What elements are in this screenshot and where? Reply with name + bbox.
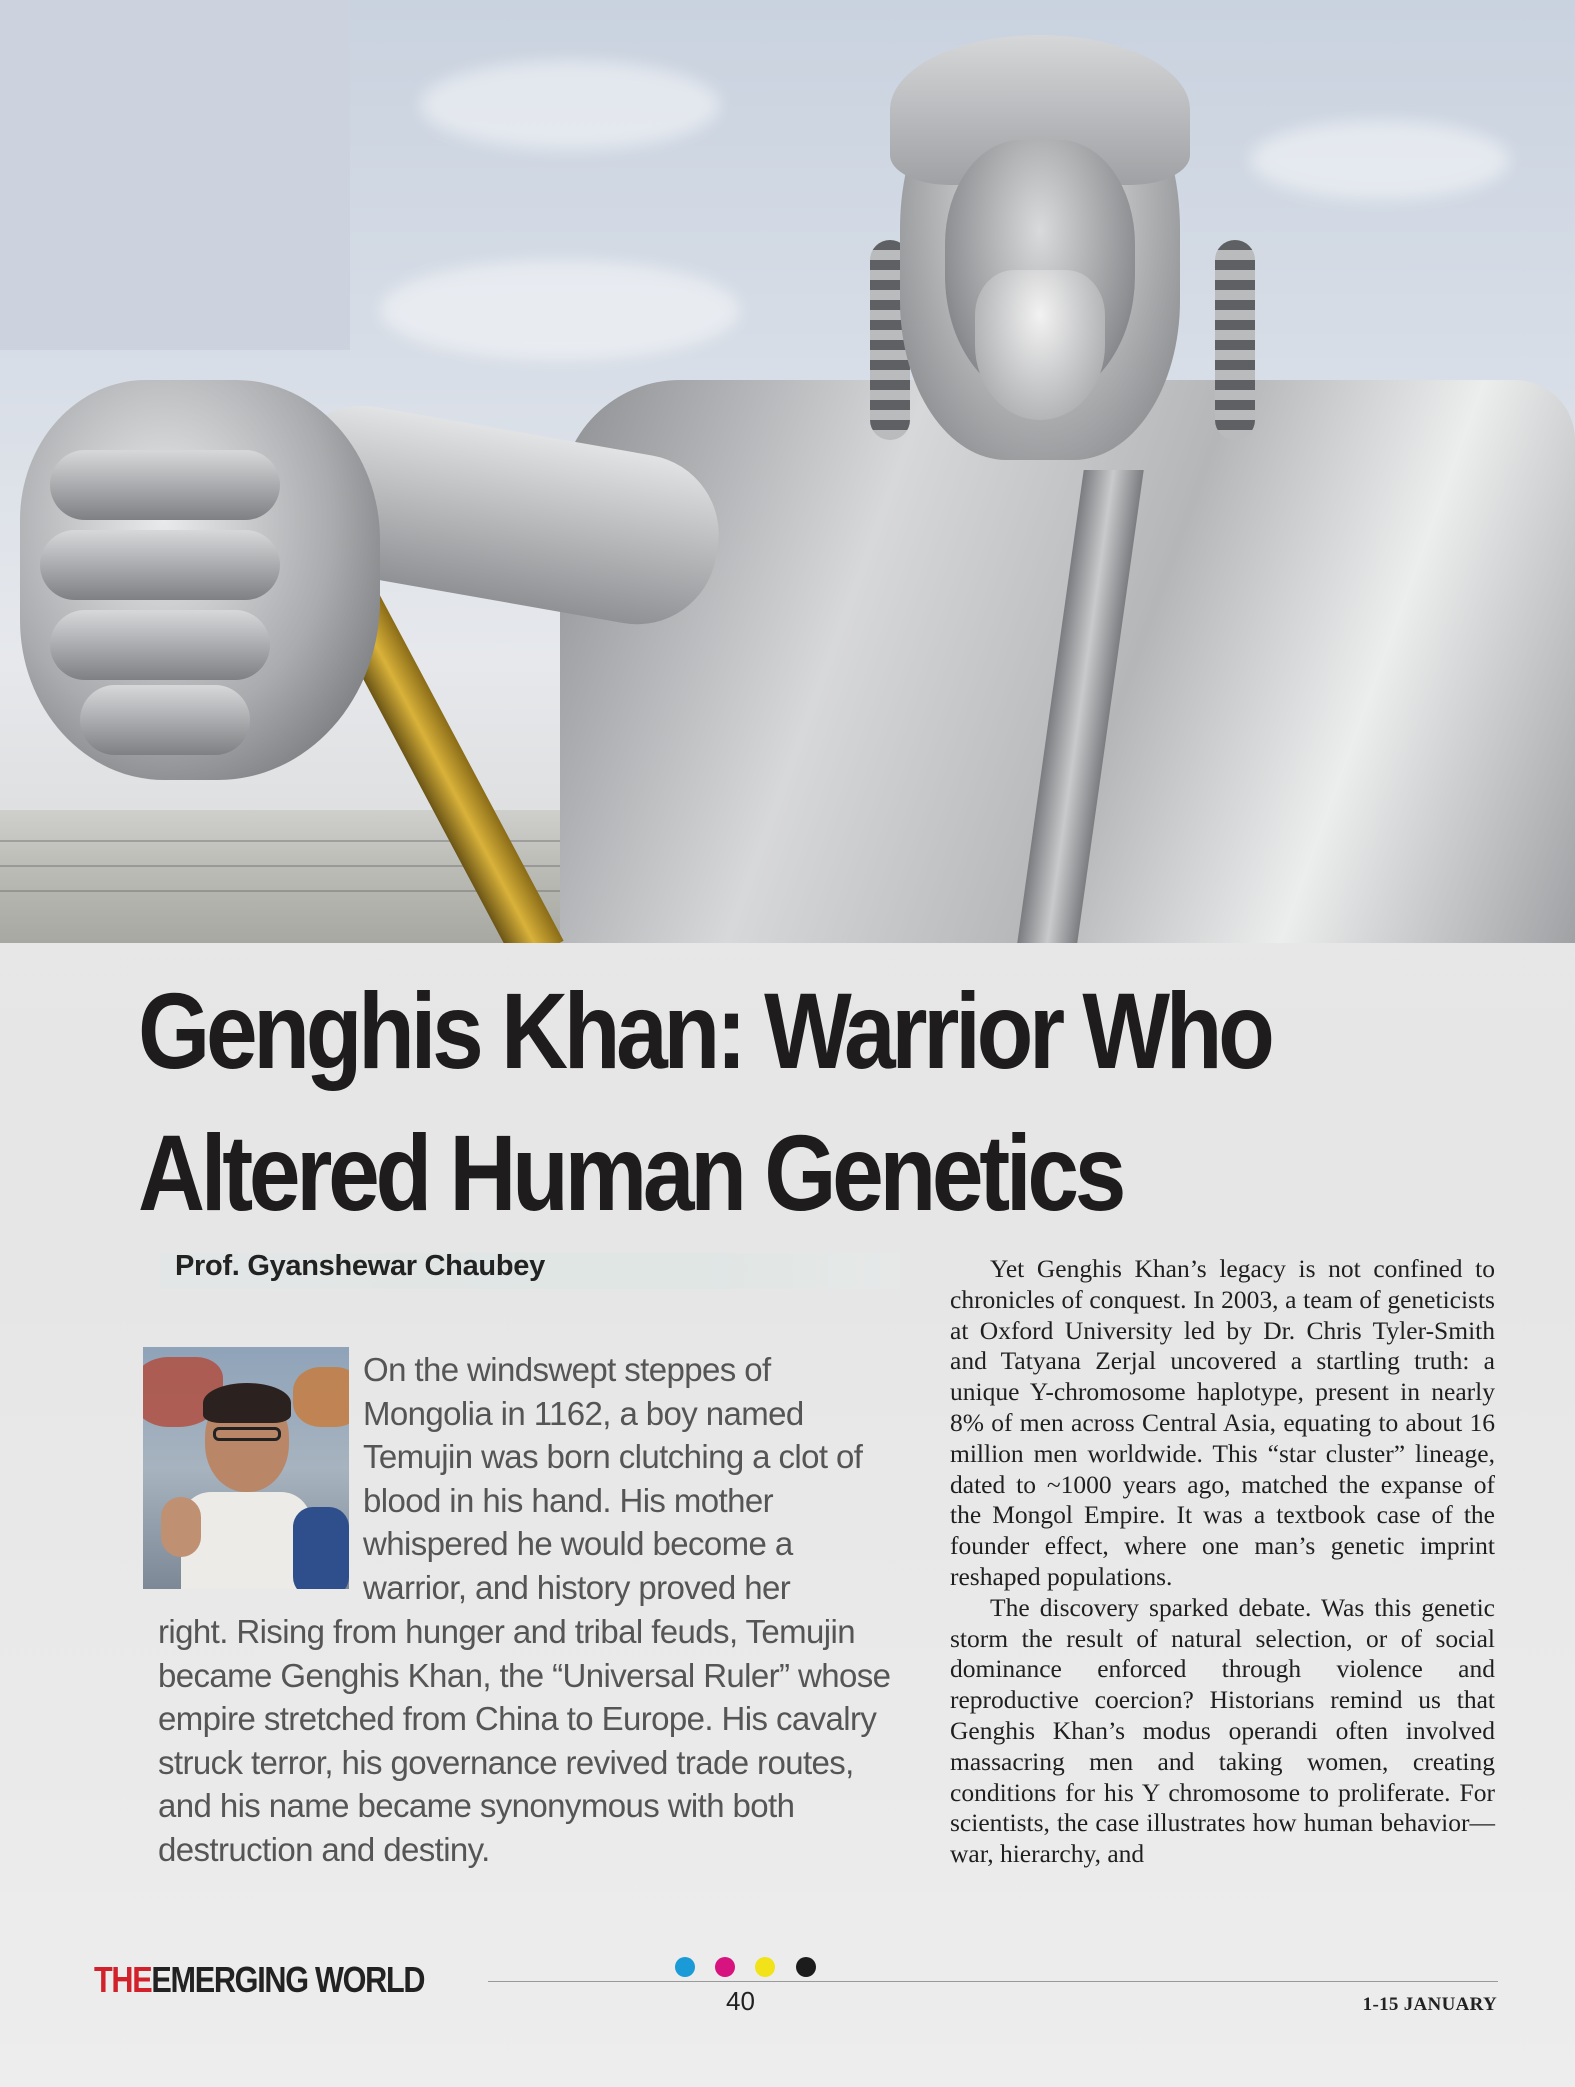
cloud bbox=[420, 60, 720, 150]
statue-fist bbox=[20, 380, 380, 780]
registration-dot-yellow bbox=[755, 1957, 775, 1977]
statue-braid-right bbox=[1215, 240, 1255, 440]
photo-sleeve bbox=[293, 1507, 349, 1589]
photo-hair bbox=[203, 1383, 291, 1423]
statue-finger bbox=[50, 610, 270, 680]
brand-name: EMERGING WORLD bbox=[151, 1959, 425, 2000]
statue-finger bbox=[80, 685, 250, 755]
footer-rule bbox=[488, 1981, 1498, 1982]
body-column bbox=[950, 1254, 1495, 1870]
photo-background-map bbox=[293, 1367, 349, 1427]
author-photo bbox=[143, 1347, 349, 1589]
intro-text-part-1: On the windswept steppes of Mongolia in 1162, a boy named Temujin was born clutching a clot of blood in his hand. His mother whispered he would become a warrior, and history proved her bbox=[363, 1351, 863, 1606]
article-headline bbox=[138, 960, 1342, 1244]
statue-finger bbox=[50, 450, 280, 520]
body-paragraph-2: The discovery sparked debate. Was this genetic storm the result of natural selection, or of social dominance enforced through violence and reproductive coercion? Historians remind us that Genghis Khan’s modus operandi often involved massacring men and taking women, creating conditions for his Y chromosome to proliferate. For scientists, the case illustrates how human behavior—war, hierarchy, and bbox=[950, 1592, 1495, 1869]
statue-beard bbox=[975, 270, 1105, 420]
headline-line-2: Altered Human Genetics bbox=[138, 1112, 1123, 1233]
cloud bbox=[380, 260, 740, 360]
magazine-brand bbox=[94, 1959, 424, 2001]
registration-dot-magenta bbox=[715, 1957, 735, 1977]
intro-text-part-2: right. Rising from hunger and tribal feuds, Temujin became Genghis Khan, the “Universal Ruler” whose empire stretched from China to Europe. His cavalry struck terror, his governance revived trade routes, and his name became synonymous with both destruction and destiny. bbox=[158, 1613, 891, 1868]
brand-the: THE bbox=[94, 1959, 152, 2000]
body-paragraph-1: Yet Genghis Khan’s legacy is not confined to chronicles of conquest. In 2003, a team of geneticists at Oxford University led by Dr. Chris Tyler-Smith and Tatyana Zerjal uncovered a startling truth: a unique Y-chromosome haplotype, present in nearly 8% of men across Central Asia, equating to about 16 million men worldwide. This “star cluster” lineage, dated to ~1000 years ago, matched the expanse of the Mongol Empire. It was a textbook case of the founder effect, where one man’s genetic imprint reshaped populations. bbox=[950, 1254, 1495, 1591]
photo-glasses bbox=[213, 1427, 281, 1441]
hero-image bbox=[0, 0, 1575, 943]
headline-line-1: Genghis Khan: Warrior Who bbox=[138, 970, 1271, 1091]
registration-dot-cyan bbox=[675, 1957, 695, 1977]
author-name: Prof. Gyanshewar Chaubey bbox=[175, 1250, 545, 1282]
registration-dot-black bbox=[796, 1957, 816, 1977]
cloud bbox=[1250, 120, 1510, 200]
page-number: 40 bbox=[726, 1986, 755, 2016]
issue-date: 1-15 JANUARY bbox=[1362, 1994, 1497, 2015]
sky-corner-block bbox=[0, 0, 350, 350]
photo-hand bbox=[161, 1497, 201, 1557]
statue-finger bbox=[40, 530, 280, 600]
